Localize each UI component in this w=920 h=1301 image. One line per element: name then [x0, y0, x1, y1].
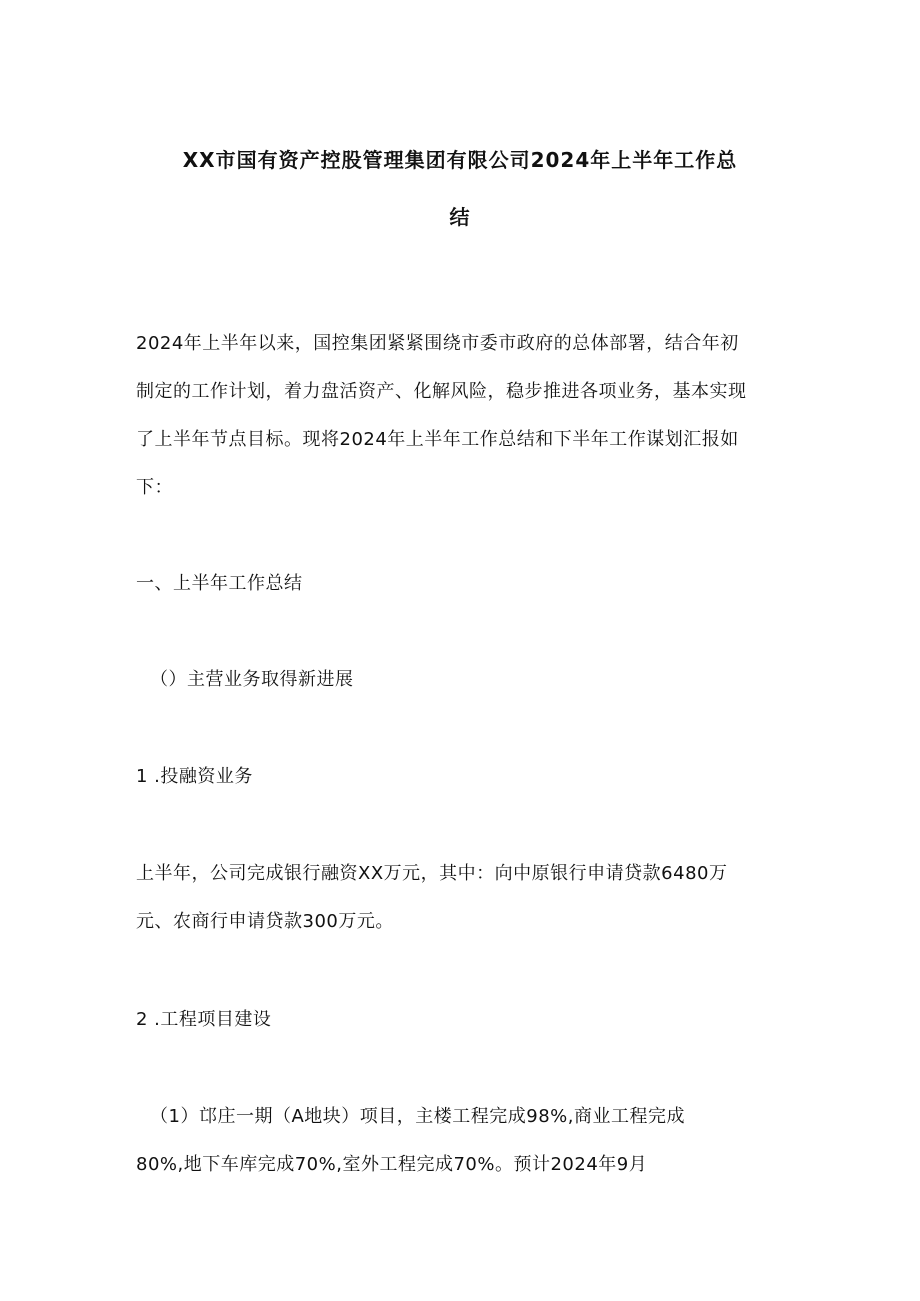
intro-paragraph: [136, 320, 796, 512]
section-heading: 一、上半年工作总结: [136, 573, 303, 594]
financing-line: 元、农商行申请贷款300万元。: [136, 911, 394, 932]
item-heading-financing: 1 .投融资业务: [136, 766, 253, 787]
intro-line: 了上半年节点目标。现将2024年上半年工作总结和下半年工作谋划汇报如: [136, 429, 739, 450]
projects-line: （1）邙庄一期（A地块）项目，主楼工程完成98%,商业工程完成: [150, 1106, 685, 1127]
subsection-heading: （）主营业务取得新进展: [150, 669, 354, 690]
intro-line: 2024年上半年以来，国控集团紧紧围绕市委市政府的总体部署，结合年初: [136, 333, 739, 354]
financing-line: 上半年，公司完成银行融资XX万元，其中：向中原银行申请贷款6480万: [136, 863, 728, 884]
document-title-continuation: 结: [449, 205, 471, 229]
intro-line: 下：: [136, 477, 173, 498]
intro-line: 制定的工作计划，着力盘活资产、化解风险，稳步推进各项业务，基本实现: [136, 381, 747, 402]
item-heading-projects: 2 .工程项目建设: [136, 1009, 272, 1030]
projects-line: 80%,地下车库完成70%,室外工程完成70%。预计2024年9月: [136, 1154, 648, 1175]
financing-paragraph: [136, 850, 796, 946]
projects-paragraph: [136, 1093, 810, 1189]
document-title: XX市国有资产控股管理集团有限公司2024年上半年工作总: [182, 148, 738, 172]
